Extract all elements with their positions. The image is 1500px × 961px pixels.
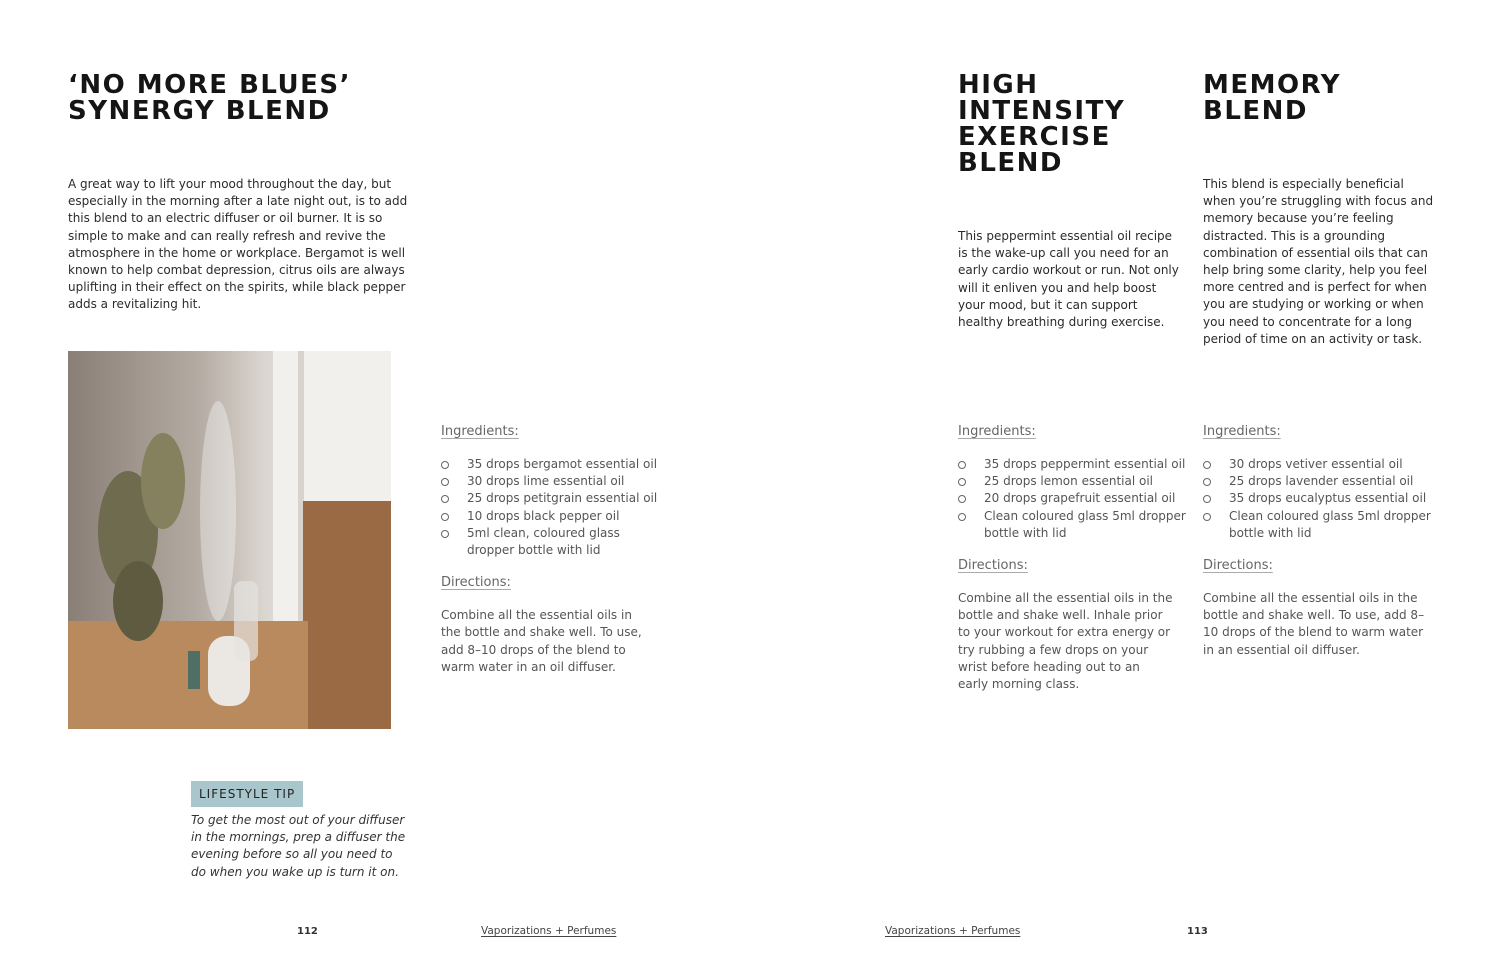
list-item: 30 drops lime essential oil	[441, 473, 671, 490]
page-number-right: 113	[1187, 926, 1208, 937]
list-item: Clean coloured glass 5ml dropper bottle with lid	[958, 508, 1189, 542]
left-recipe	[441, 424, 671, 676]
title-line: INTENSITY	[958, 96, 1126, 126]
bullet-icon	[441, 461, 449, 469]
memory-blend-title	[1203, 72, 1341, 124]
title-line: MEMORY	[1203, 70, 1342, 100]
bullet-icon	[441, 478, 449, 486]
exercise-recipe	[958, 424, 1188, 693]
ingredients-heading: Ingredients:	[441, 424, 519, 439]
title-line: ‘NO MORE BLUES’	[68, 70, 352, 100]
directions-heading: Directions:	[441, 575, 511, 591]
list-item: Clean coloured glass 5ml dropper bottle with lid	[1203, 508, 1439, 542]
memory-intro: This blend is especially beneficial when you’re struggling with focus and memory because you’re feeling distracted. This is a grounding combination of essential oils that can help bring some clarity, help you feel more centred and is perfect for when you are studying or working or when you need to concentrate for a long period of time on an activity or task.	[1203, 177, 1434, 346]
directions-text: Combine all the essential oils in the bottle and shake well. Inhale prior to your workout for extra energy or try rubbing a few drops on your wrist before heading out to an early morning class.	[958, 591, 1173, 692]
bullet-icon	[1203, 513, 1211, 521]
directions-text: Combine all the essential oils in the bottle and shake well. To use, add 8–10 drops of the blend to warm water in an essential oil diffuser.	[1203, 591, 1425, 657]
list-item: 35 drops bergamot essential oil	[441, 456, 671, 473]
bullet-icon	[441, 495, 449, 503]
diffuser-photo	[68, 351, 391, 729]
bullet-icon	[1203, 495, 1211, 503]
list-item: 35 drops peppermint essential oil	[958, 456, 1188, 473]
lifestyle-tip	[191, 781, 411, 881]
bullet-icon	[1203, 478, 1211, 486]
list-item: 20 drops grapefruit essential oil	[958, 490, 1188, 507]
tip-label: LIFESTYLE TIP	[191, 781, 303, 807]
section-footer-right: Vaporizations + Perfumes	[885, 925, 1021, 937]
section-footer-left: Vaporizations + Perfumes	[481, 925, 617, 937]
title-line: SYNERGY BLEND	[68, 96, 331, 126]
list-item: 25 drops lemon essential oil	[958, 473, 1188, 490]
memory-recipe	[1203, 424, 1438, 659]
ingredients-heading: Ingredients:	[958, 424, 1036, 439]
ingredients-list	[1203, 456, 1438, 542]
bullet-icon	[958, 513, 966, 521]
bullet-icon	[958, 495, 966, 503]
bullet-icon	[1203, 461, 1211, 469]
bullet-icon	[441, 513, 449, 521]
list-item: 25 drops lavender essential oil	[1203, 473, 1438, 490]
list-item: 35 drops eucalyptus essential oil	[1203, 490, 1438, 507]
bullet-icon	[441, 530, 449, 538]
left-intro: A great way to lift your mood throughout the day, but especially in the morning after a late night out, is to add this blend to an electric diffuser or oil burner. It is so simple to make and can really refresh and revive the atmosphere in the home or workplace. Bergamot is well known to help combat depression, citrus oils are always uplifting in their effect on the spirits, while black pepper adds a revitalizing hit.	[68, 177, 408, 312]
title-line: BLEND	[1203, 96, 1308, 126]
ingredients-heading: Ingredients:	[1203, 424, 1281, 439]
directions-heading: Directions:	[1203, 558, 1273, 574]
title-line: HIGH	[958, 70, 1039, 100]
tip-text: To get the most out of your diffuser in the mornings, prep a diffuser the evening before so all you need to do when you wake up is turn it on.	[191, 813, 406, 879]
list-item: 30 drops vetiver essential oil	[1203, 456, 1438, 473]
bullet-icon	[958, 461, 966, 469]
list-item: 25 drops petitgrain essential oil	[441, 490, 671, 507]
bullet-icon	[958, 478, 966, 486]
ingredients-list	[958, 456, 1188, 542]
list-item: 5ml clean, coloured glass dropper bottle with lid	[441, 525, 637, 559]
exercise-intro: This peppermint essential oil recipe is the wake-up call you need for an early cardio workout or run. Not only will it enliven you and help boost your mood, but it can support healthy breathing during exercise.	[958, 229, 1179, 330]
page-number-left: 112	[297, 926, 318, 937]
title-line: BLEND	[958, 148, 1063, 178]
directions-text: Combine all the essential oils in the bottle and shake well. To use, add 8–10 drops of the blend to warm water in an oil diffuser.	[441, 608, 642, 674]
list-item: 10 drops black pepper oil	[441, 508, 671, 525]
title-line: EXERCISE	[958, 122, 1111, 152]
directions-heading: Directions:	[958, 558, 1028, 574]
ingredients-list	[441, 456, 671, 559]
left-title	[68, 72, 351, 124]
exercise-blend-title	[958, 72, 1125, 176]
